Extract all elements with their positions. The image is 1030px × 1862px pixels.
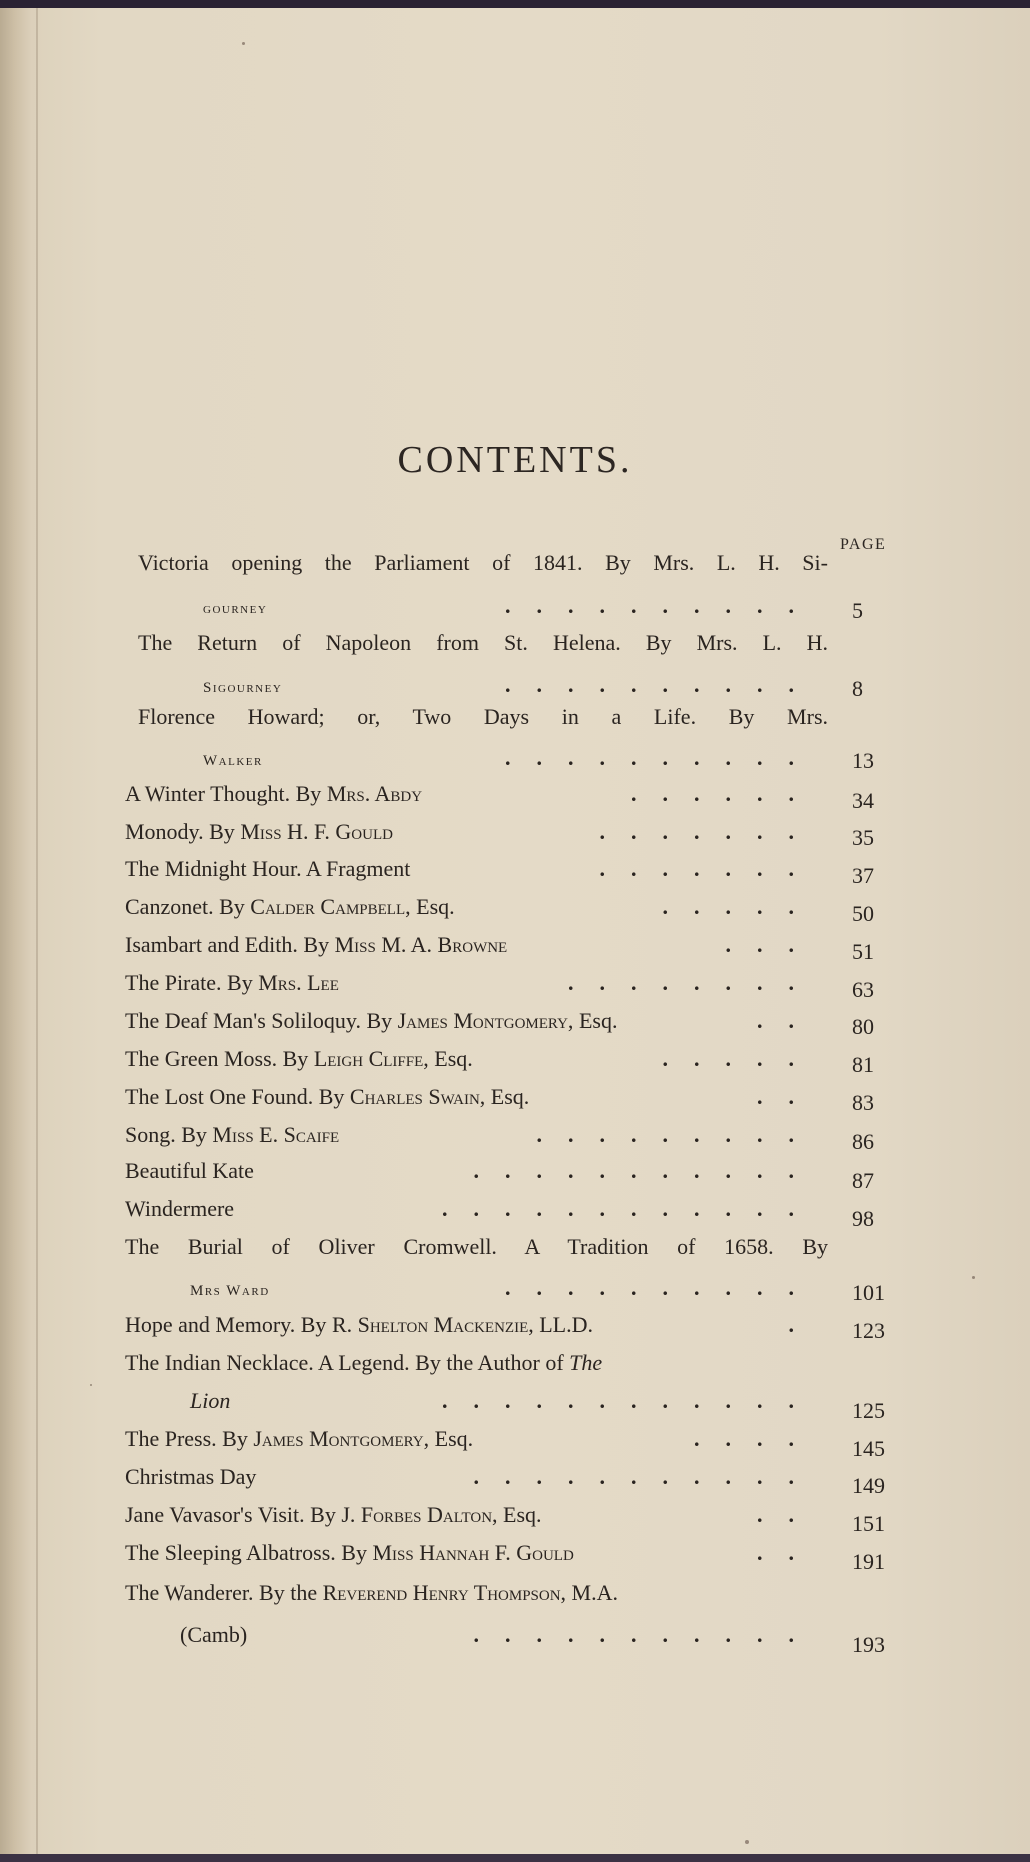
toc-entry bbox=[125, 968, 828, 998]
toc-entry-continuation bbox=[203, 591, 828, 621]
toc-entry bbox=[125, 1462, 828, 1492]
page-number: 83 bbox=[852, 1090, 874, 1115]
book-page bbox=[0, 8, 1030, 1856]
entry-author: Calder Campbell, bbox=[250, 894, 411, 919]
entry-line: Canzonet. By Calder Campbell, Esq. bbox=[125, 894, 455, 919]
paper-speck bbox=[242, 42, 245, 45]
dot-leader: .. bbox=[757, 1008, 820, 1033]
toc-entry bbox=[125, 1310, 828, 1340]
toc-entry bbox=[125, 892, 828, 922]
entry-line: (Camb) bbox=[180, 1622, 248, 1647]
entry-line: The Sleeping Albatross. By Miss Hannah F. Gould bbox=[125, 1540, 574, 1565]
toc-entry bbox=[125, 854, 828, 884]
entry-author: Reverend Henry Thompson, bbox=[322, 1580, 567, 1605]
page-number: 35 bbox=[852, 825, 874, 850]
entry-line: Windermere bbox=[125, 1196, 235, 1221]
entry-line: Beautiful Kate bbox=[125, 1158, 254, 1183]
page-title: CONTENTS. bbox=[397, 439, 633, 481]
entry-author: R. Shelton Mackenzie, bbox=[331, 1312, 534, 1337]
page-number: 125 bbox=[852, 1398, 885, 1423]
toc-entry bbox=[125, 1120, 828, 1150]
dot-leader: ......... bbox=[536, 1122, 820, 1147]
entry-line: The Return of Napoleon from St. Helena. By Mrs. L. H. bbox=[138, 630, 828, 655]
dot-leader: .... bbox=[694, 1426, 820, 1451]
dot-leader: ........... bbox=[473, 1464, 820, 1489]
dot-leader: .. bbox=[757, 1502, 820, 1527]
dot-leader: .......... bbox=[505, 1275, 820, 1300]
dot-leader: ...... bbox=[631, 781, 820, 806]
page-number: 149 bbox=[852, 1473, 885, 1498]
dot-leader: . bbox=[788, 1312, 820, 1337]
entry-line: Monody. By Miss H. F. Gould bbox=[125, 819, 393, 844]
toc-entry bbox=[125, 779, 828, 809]
entry-line: The Green Moss. By Leigh Cliffe, Esq. bbox=[125, 1046, 473, 1071]
entry-author: gourney bbox=[203, 601, 268, 617]
toc-entry bbox=[138, 702, 828, 732]
entry-author: James Montgomery, bbox=[397, 1008, 574, 1033]
entry-line: Isambart and Edith. By Miss M. A. Browne bbox=[125, 932, 508, 957]
page-number: 98 bbox=[852, 1206, 874, 1231]
toc-entry bbox=[125, 1500, 828, 1530]
page-column-label: PAGE bbox=[840, 536, 887, 553]
page-number: 37 bbox=[852, 863, 874, 888]
page-number: 87 bbox=[852, 1168, 874, 1193]
entry-author: James Montgomery, bbox=[253, 1426, 430, 1451]
entry-line: The Burial of Oliver Cromwell. A Tradition of 1658. By bbox=[125, 1234, 828, 1259]
toc-entry bbox=[125, 1156, 828, 1186]
entry-line: Lion bbox=[190, 1388, 231, 1413]
entry-line: The Press. By James Montgomery, Esq. bbox=[125, 1426, 474, 1451]
toc-entry-continuation bbox=[180, 1620, 828, 1650]
dot-leader: .. bbox=[757, 1084, 820, 1109]
bottom-edge bbox=[0, 1854, 1030, 1862]
toc-entry bbox=[125, 1538, 828, 1568]
toc-entry bbox=[125, 1194, 828, 1224]
page-number: 191 bbox=[852, 1549, 885, 1574]
entry-author: Charles Swain, bbox=[349, 1084, 486, 1109]
entry-author: Miss M. A. Browne bbox=[334, 932, 508, 957]
entry-line: The Midnight Hour. A Fragment bbox=[125, 856, 411, 881]
page-number: 101 bbox=[852, 1280, 885, 1305]
entry-author: Leigh Cliffe, bbox=[313, 1046, 429, 1071]
toc-entry bbox=[125, 1348, 828, 1378]
page-number: 34 bbox=[852, 788, 874, 813]
entry-author: Mrs Ward bbox=[190, 1283, 270, 1299]
entry-author: Mrs. Lee bbox=[258, 970, 339, 995]
dot-leader: ........... bbox=[473, 1622, 820, 1647]
entry-line: The Lost One Found. By Charles Swain, Esq. bbox=[125, 1084, 530, 1109]
page-number: 51 bbox=[852, 939, 874, 964]
entry-author: Sigourney bbox=[203, 680, 283, 696]
toc-entry bbox=[138, 628, 828, 658]
dot-leader: .......... bbox=[505, 672, 820, 697]
toc-entry bbox=[125, 1082, 828, 1112]
paper-speck bbox=[90, 1384, 92, 1386]
dot-leader: .......... bbox=[505, 745, 820, 770]
toc-entry-continuation bbox=[190, 1386, 828, 1416]
entry-line: Hope and Memory. By R. Shelton Mackenzie, LL.D. bbox=[125, 1312, 593, 1337]
toc-entry-continuation bbox=[203, 670, 828, 700]
dot-leader: ....... bbox=[599, 856, 820, 881]
entry-line: Florence Howard; or, Two Days in a Life. By Mrs. bbox=[138, 704, 828, 729]
page-number: 63 bbox=[852, 977, 874, 1002]
page-number: 86 bbox=[852, 1129, 874, 1154]
entry-line: Victoria opening the Parliament of 1841. By Mrs. L. H. Si- bbox=[138, 550, 828, 575]
entry-line: The Indian Necklace. A Legend. By the Author of The bbox=[125, 1350, 603, 1375]
dot-leader: ........ bbox=[568, 970, 820, 995]
entry-line: Jane Vavasor's Visit. By J. Forbes Dalton, Esq. bbox=[125, 1502, 542, 1527]
dot-leader: ........... bbox=[473, 1158, 820, 1183]
entry-line: Song. By Miss E. Scaife bbox=[125, 1122, 340, 1147]
dot-leader: .......... bbox=[505, 593, 820, 618]
entry-line: The Pirate. By Mrs. Lee bbox=[125, 970, 339, 995]
paper-speck bbox=[972, 1276, 975, 1279]
entry-line: The Deaf Man's Soliloquy. By James Montgomery, Esq. bbox=[125, 1008, 618, 1033]
dot-leader: ..... bbox=[662, 1046, 820, 1071]
toc-entry-continuation bbox=[203, 743, 828, 773]
page-number: 50 bbox=[852, 901, 874, 926]
toc-entry bbox=[125, 1578, 828, 1608]
entry-line: The Wanderer. By the Reverend Henry Thompson, M.A. bbox=[125, 1580, 618, 1605]
toc-entry bbox=[125, 1424, 828, 1454]
toc-entry bbox=[125, 1044, 828, 1074]
dot-leader: ... bbox=[725, 932, 820, 957]
entry-line: Christmas Day bbox=[125, 1464, 257, 1489]
entry-author: Miss H. F. Gould bbox=[240, 819, 393, 844]
entry-author: Miss Hannah F. Gould bbox=[372, 1540, 574, 1565]
toc-entry bbox=[125, 817, 828, 847]
dot-leader: .. bbox=[757, 1540, 820, 1565]
toc-entry-continuation bbox=[190, 1273, 828, 1303]
toc-entry bbox=[125, 1232, 828, 1262]
toc-entry bbox=[125, 930, 828, 960]
dot-leader: ..... bbox=[662, 894, 820, 919]
page-number: 145 bbox=[852, 1436, 885, 1461]
toc-entry bbox=[125, 1006, 828, 1036]
page-number: 80 bbox=[852, 1014, 874, 1039]
toc-entry bbox=[138, 548, 828, 578]
page-number: 5 bbox=[852, 598, 863, 623]
page-number: 81 bbox=[852, 1052, 874, 1077]
entry-author: Walker bbox=[203, 753, 263, 769]
contents-list bbox=[0, 8, 1030, 1856]
page-number: 123 bbox=[852, 1318, 885, 1343]
entry-author: Forbes Dalton, bbox=[360, 1502, 498, 1527]
dot-leader: ............ bbox=[442, 1196, 820, 1221]
page-number: 193 bbox=[852, 1632, 885, 1657]
page-number: 151 bbox=[852, 1511, 885, 1536]
dot-leader: ....... bbox=[599, 819, 820, 844]
entry-author: Mrs. Abdy bbox=[326, 781, 423, 806]
entry-line: A Winter Thought. By Mrs. Abdy bbox=[125, 781, 423, 806]
page-number: 8 bbox=[852, 676, 863, 701]
dot-leader: ............ bbox=[442, 1388, 820, 1413]
entry-author: Miss E. Scaife bbox=[212, 1122, 340, 1147]
paper-speck bbox=[745, 1840, 749, 1844]
page-number: 13 bbox=[852, 748, 874, 773]
